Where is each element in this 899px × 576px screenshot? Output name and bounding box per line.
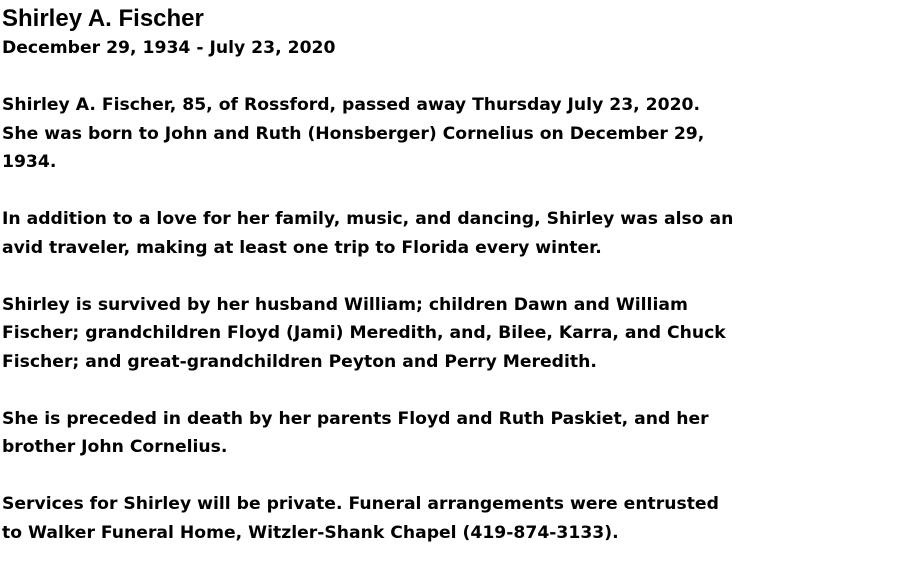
text-line: In addition to a love for her family, music, and dancing, Shirley was also an [2,209,734,229]
text-line: to Walker Funeral Home, Witzler-Shank Chapel (419-874-3133). [2,522,619,543]
paragraph-services [2,490,892,547]
paragraph-death-notice [2,91,892,177]
text-line: She was born to John and Ruth (Honsberger) Cornelius on December 29, [2,123,705,144]
text-line: Shirley A. Fischer, 85, of Rossford, passed away Thursday July 23, 2020. [2,95,701,115]
text-line: avid traveler, making at least one trip to Florida every winter. [2,237,602,258]
text-line: 1934. [2,152,57,172]
paragraph-preceded [2,405,892,462]
deceased-name: Shirley A. Fischer [2,5,204,32]
obituary-document [2,4,892,576]
text-line: Services for Shirley will be private. Funeral arrangements were entrusted [2,494,719,514]
text-line: She is preceded in death by her parents Floyd and Ruth Paskiet, and her [2,408,709,429]
text-line: brother John Cornelius. [2,437,228,457]
text-line: Fischer; and great-grandchildren Peyton and Perry Meredith. [2,351,597,372]
obituary-body [2,91,892,547]
life-dates: December 29, 1934 - July 23, 2020 [2,38,336,58]
paragraph-interests [2,205,892,262]
text-line: Shirley is survived by her husband William; children Dawn and William [2,294,688,315]
paragraph-survivors [2,291,892,377]
text-line: Fischer; grandchildren Floyd (Jami) Meredith, and, Bilee, Karra, and Chuck [2,323,726,343]
